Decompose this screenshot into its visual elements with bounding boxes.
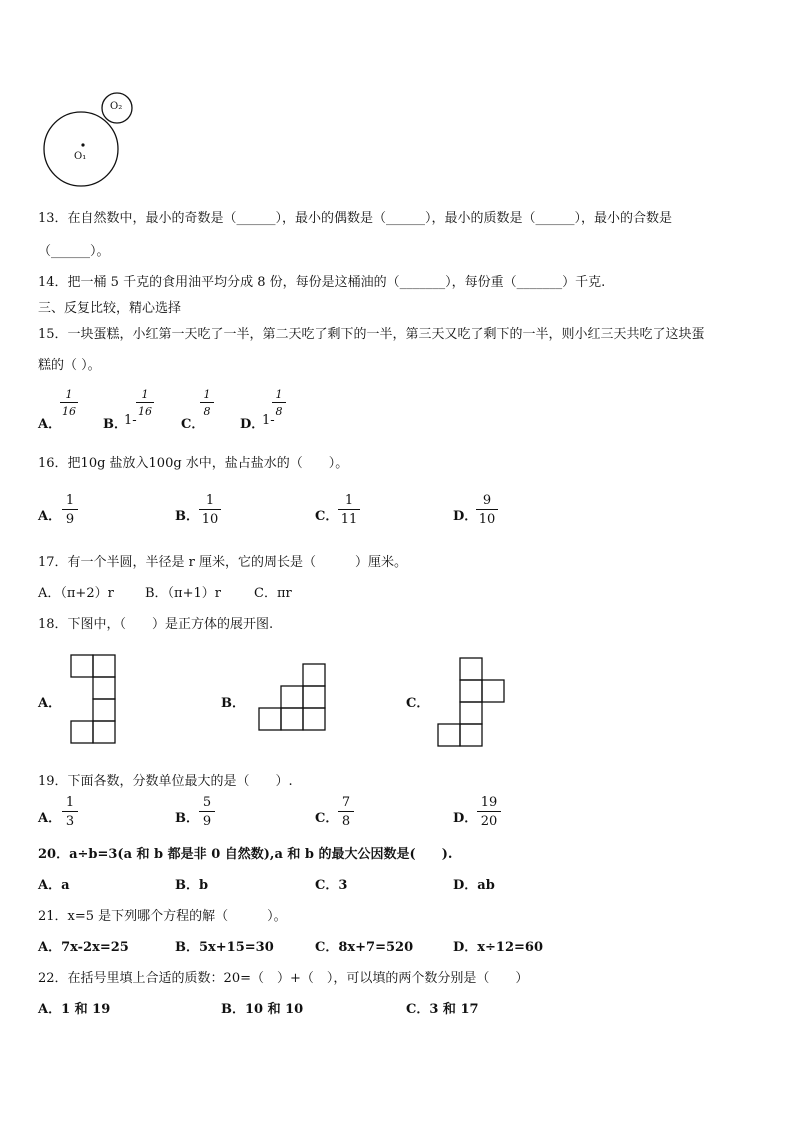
fraction-denominator: 10 bbox=[201, 512, 219, 527]
q19-option-c-fraction bbox=[338, 795, 354, 829]
fraction-numerator: 5 bbox=[202, 795, 212, 810]
q21-option-d: D．x÷12=60 bbox=[453, 940, 543, 955]
fraction-numerator: 1 bbox=[65, 388, 73, 401]
fraction-numerator: 1 bbox=[205, 493, 215, 508]
fraction-bar bbox=[477, 811, 501, 812]
fraction-numerator: 7 bbox=[341, 795, 351, 810]
fraction-numerator: 1 bbox=[275, 388, 283, 401]
q15-option-b-label: B． bbox=[103, 417, 127, 432]
fraction-denominator: 3 bbox=[65, 814, 75, 829]
q15-option-d-prefix: 1- bbox=[262, 413, 275, 428]
q15-line2: 糕的（ ）。 bbox=[38, 358, 101, 373]
fraction-numerator: 19 bbox=[480, 795, 498, 810]
q20-option-a: A．a bbox=[38, 878, 70, 893]
fraction-numerator: 9 bbox=[482, 493, 492, 508]
q15-option-c-label: C． bbox=[181, 417, 205, 432]
q19-option-a-label: A． bbox=[38, 811, 62, 826]
q15-option-b-prefix: 1- bbox=[124, 413, 137, 428]
q21-option-b: B．5x+15=30 bbox=[175, 940, 274, 955]
fraction-numerator: 1 bbox=[65, 795, 75, 810]
q19-option-d-fraction bbox=[477, 795, 501, 829]
net-option-b bbox=[259, 664, 325, 730]
q15-option-a-label: A． bbox=[38, 417, 62, 432]
q18-text: 18．下图中，（ ）是正方体的展开图. bbox=[38, 617, 274, 632]
q19-option-c-label: C． bbox=[315, 811, 339, 826]
fraction-denominator: 10 bbox=[478, 512, 496, 527]
q20-option-c: C．3 bbox=[315, 878, 348, 893]
q17-option-c: C．πr bbox=[254, 586, 292, 601]
fraction-denominator: 11 bbox=[340, 512, 358, 527]
q18-option-a-label: A． bbox=[38, 696, 62, 711]
fraction-bar bbox=[62, 811, 78, 812]
q14-text: 14．把一桶 5 千克的食用油平均分成 8 份，每份是这桶油的（_______），每份重（_______）千克. bbox=[38, 275, 606, 290]
q19-text: 19．下面各数，分数单位最大的是（ ）. bbox=[38, 774, 293, 789]
q18-option-c-label: C． bbox=[406, 696, 430, 711]
q22-option-a: A．1 和 19 bbox=[38, 1002, 111, 1017]
q16-option-c-label: C． bbox=[315, 509, 339, 524]
q21-option-a: A．7x-2x=25 bbox=[38, 940, 129, 955]
q16-option-b-label: B． bbox=[175, 509, 199, 524]
q21-text: 21．x=5 是下列哪个方程的解（ ）。 bbox=[38, 909, 287, 924]
q16-option-a-label: A． bbox=[38, 509, 62, 524]
fraction-bar bbox=[338, 811, 354, 812]
fraction-denominator: 16 bbox=[138, 405, 152, 418]
q22-option-b: B．10 和 10 bbox=[221, 1002, 304, 1017]
q22-option-c: C．3 和 17 bbox=[406, 1002, 479, 1017]
fraction-numerator: 1 bbox=[141, 388, 149, 401]
fraction-bar bbox=[199, 811, 215, 812]
q19-option-d-label: D． bbox=[453, 811, 478, 826]
q17-text: 17．有一个半圆，半径是 r 厘米，它的周长是（ ）厘米。 bbox=[38, 555, 408, 570]
q15-option-d-label: D． bbox=[240, 417, 265, 432]
q13-line2: （______）。 bbox=[38, 244, 110, 259]
q21-option-c: C．8x+7=520 bbox=[315, 940, 414, 955]
fraction-denominator: 8 bbox=[275, 405, 283, 418]
fraction-numerator: 1 bbox=[65, 493, 75, 508]
q15-line1: 15．一块蛋糕，小红第一天吃了一半，第二天吃了剩下的一半，第三天又吃了剩下的一半，则小红三天共吃了这块蛋 bbox=[38, 327, 705, 342]
q19-option-a-fraction bbox=[62, 795, 78, 829]
q17-option-b: B．（π+1）r bbox=[145, 586, 221, 601]
q20-option-d: D．ab bbox=[453, 878, 495, 893]
fraction-denominator: 20 bbox=[480, 814, 498, 829]
q19-option-b-label: B． bbox=[175, 811, 199, 826]
net-option-c bbox=[438, 658, 504, 746]
q18-option-b-label: B． bbox=[221, 696, 245, 711]
fraction-numerator: 1 bbox=[203, 388, 211, 401]
fraction-numerator: 1 bbox=[344, 493, 354, 508]
fraction-denominator: 16 bbox=[62, 405, 76, 418]
q20-option-b: B．b bbox=[175, 878, 209, 893]
q16-option-d-label: D． bbox=[453, 509, 478, 524]
fraction-denominator: 8 bbox=[203, 405, 211, 418]
fraction-denominator: 8 bbox=[341, 814, 351, 829]
o1-label: O₁ bbox=[74, 151, 87, 162]
fraction-denominator: 9 bbox=[202, 814, 212, 829]
q16-text: 16．把10g 盐放入100g 水中，盐占盐水的（ ）。 bbox=[38, 456, 349, 471]
q13-line1: 13．在自然数中，最小的奇数是（______），最小的偶数是（______），最小的质数是（______），最小的合数是 bbox=[38, 211, 673, 226]
q17-option-a: A．（π+2）r bbox=[38, 586, 114, 601]
net-option-a bbox=[71, 655, 115, 743]
q19-option-b-fraction bbox=[199, 795, 215, 829]
o2-label: O₂ bbox=[110, 101, 123, 112]
section3-title: 三、反复比较，精心选择 bbox=[38, 301, 182, 316]
fraction-denominator: 9 bbox=[65, 512, 75, 527]
q20-text: 20．a÷b=3(a 和 b 都是非 0 自然数),a 和 b 的最大公因数是( ). bbox=[38, 847, 453, 862]
q22-text: 22．在括号里填上合适的质数：20=（ ）+（ ），可以填的两个数分别是（ ） bbox=[38, 971, 529, 986]
